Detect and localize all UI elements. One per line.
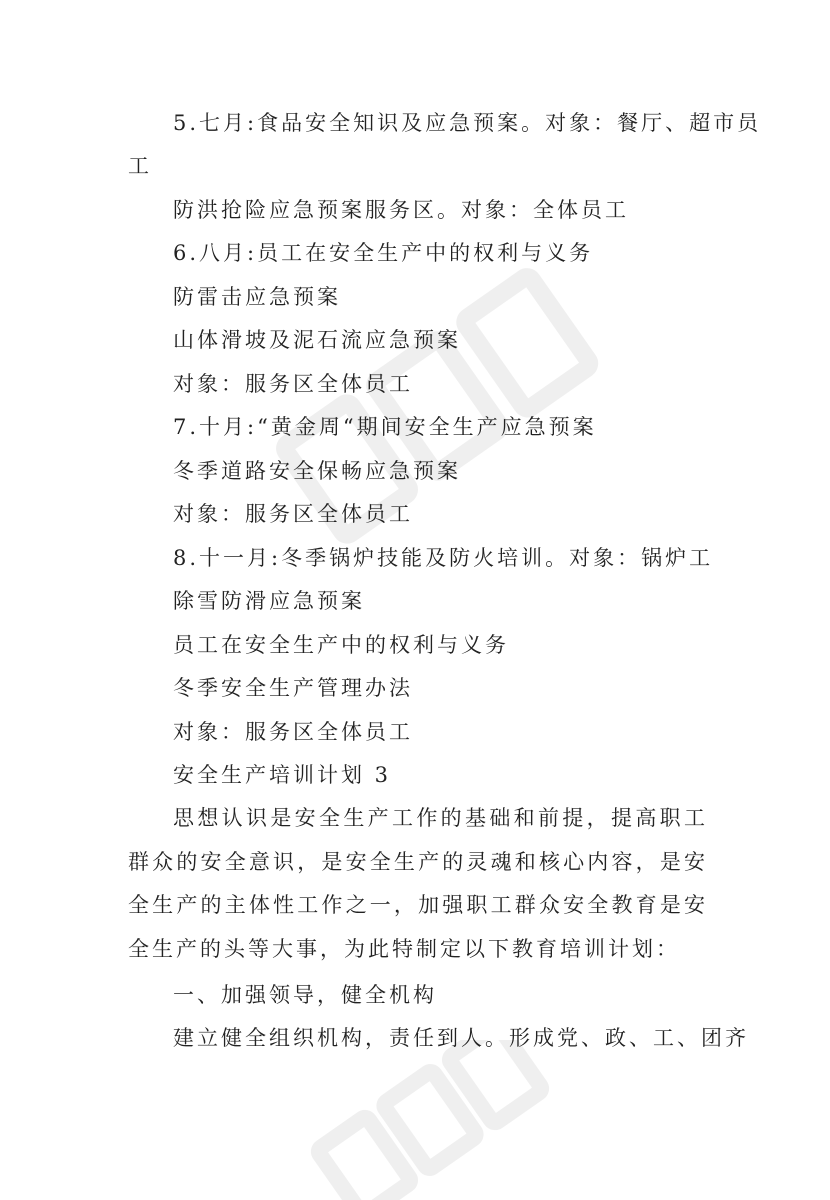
text-line-flood-plan: 防洪抢险应急预案服务区。对象：全体员工 (173, 198, 629, 222)
watermark-logo-bottom (300, 1040, 560, 1200)
text-line-snow-plan: 除雪防滑应急预案 (173, 589, 365, 613)
text-line-july-continued: 工 (128, 154, 152, 178)
text-line-october: 7.十月:“黄金周“期间安全生产应急预案 (173, 415, 597, 439)
text-line-target-august: 对象：服务区全体员工 (173, 372, 413, 396)
text-line-winter-road-plan: 冬季道路安全保畅应急预案 (173, 459, 461, 483)
body-paragraph-organization: 建立健全组织机构，责任到人。形成党、政、工、团齐 (173, 1026, 749, 1050)
text-line-target-october: 对象：服务区全体员工 (173, 502, 413, 526)
text-line-august: 6.八月:员工在安全生产中的权利与义务 (173, 241, 594, 265)
text-line-winter-management: 冬季安全生产管理办法 (173, 676, 413, 700)
text-line-lightning-plan: 防雷击应急预案 (173, 285, 341, 309)
text-line-rights-duties: 员工在安全生产中的权利与义务 (173, 633, 509, 657)
section-title-plan-3: 安全生产培训计划 3 (173, 763, 392, 787)
text-line-landslide-plan: 山体滑坡及泥石流应急预案 (173, 328, 461, 352)
text-line-november: 8.十一月:冬季锅炉技能及防火培训。对象：锅炉工 (173, 546, 714, 570)
body-paragraph-awareness: 思想认识是安全生产工作的基础和前提，提高职工群众的安全意识，是安全生产的灵魂和核心内容，是安全生产的主体性工作之一，加强职工群众安全教育是安全生产的头等大事，为此特制定以下教育培训计划： (128, 806, 708, 961)
text-line-target-november: 对象：服务区全体员工 (173, 720, 413, 744)
heading-strengthen-leadership: 一、加强领导，健全机构 (173, 983, 437, 1007)
text-line-july: 5.七月:食品安全知识及应急预案。对象：餐厅、超市员 (173, 111, 762, 135)
